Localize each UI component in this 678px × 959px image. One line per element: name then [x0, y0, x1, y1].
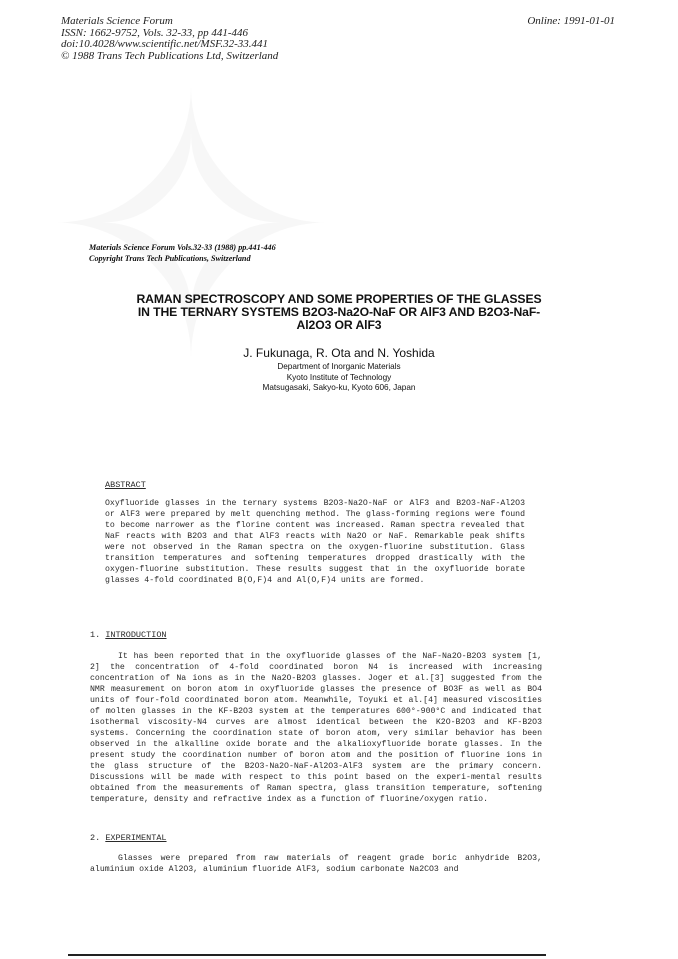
- authors: J. Fukunaga, R. Ota and N. Yoshida: [243, 346, 435, 360]
- affiliation-department: Department of Inorganic Materials: [277, 362, 401, 371]
- section-2-number: 2.: [90, 833, 101, 843]
- citation-header: [61, 16, 278, 62]
- affiliation-institute: Kyoto Institute of Technology: [286, 372, 392, 382]
- section-2-text: Glasses were prepared from raw materials of reagent grade boric anhydride B2O3, aluminium oxide Al2O3, aluminium fluoride AlF3, sodium carbonate Na2CO3 and: [90, 854, 542, 874]
- doi-link[interactable]: doi:10.4028/www.scientific.net/MSF.32-33.441: [61, 38, 269, 50]
- section-1-heading: [90, 630, 167, 640]
- abstract-text: Oxyfluoride glasses in the ternary systems B2O3-Na2O-NaF or AlF3 and B2O3-NaF-Al2O3 or AlF3 were prepared by melt quenching method. The glass-forming regions were found to become narrower as the florine content was increased. Raman spectra revealed that NaF reacts with B2O3 and that AlF3 reacts with Na2O or NaF. Remarkable peak shifts were not observed in the Raman spectra on the oxygen-fluorine substitution. Glass transition temperatures and softening temperatures dropped drastically with the oxygen-fluorine substitution. These results suggest that in the oxyfluoride borate glasses 4-fold coordinated B(O,F)4 and Al(O,F)4 units are formed.: [105, 499, 525, 585]
- section-1-number: 1.: [90, 630, 101, 640]
- abstract-heading: ABSTRACT: [105, 480, 146, 490]
- section-1-title: INTRODUCTION: [105, 630, 167, 640]
- title-line-2: IN THE TERNARY SYSTEMS B2O3-Na2O-NaF OR AlF3 AND B2O3-NaF-: [137, 305, 541, 319]
- publication-info: [89, 242, 276, 264]
- issn-line: ISSN: 1662-9752, Vols. 32-33, pp 441-446: [61, 26, 248, 39]
- section-2-title: EXPERIMENTAL: [105, 833, 167, 843]
- publication-volume: Materials Science Forum Vols.32-33 (1988) pp.441-446: [89, 243, 276, 252]
- title-line-1: RAMAN SPECTROSCOPY AND SOME PROPERTIES OF THE GLASSES: [136, 292, 542, 306]
- copyright-line: © 1988 Trans Tech Publications Ltd, Switzerland: [61, 49, 279, 62]
- paper-title: [60, 293, 618, 332]
- online-date: Online: 1991-01-01: [527, 15, 615, 27]
- section-1-text: It has been reported that in the oxyfluoride glasses of the NaF-Na2O-B2O3 system [1, 2] the concentration of 4-fold coordinated boron N4 is increased with increasing concentration of Na ions as in the Na2O-B2O3 glasses. Joger et al.[3] suggested from the NMR measurement on boron atom in oxyfluoride glasses the presence of BO3F as well as BO4 units of four-fold coordinated boron atom. Meanwhile, Toyuki et al.[4] measured viscosities of molten glasses in the KF-B2O3 system at the temperatures 600°-900°C and indicated that isothermal viscosity-N4 curves are almost identical between the K2O-B2O3 and KF-B2O3 systems. Concerning the coordination state of boron atom, very similar behavior has been observed in the alkalline oxide borate and the alkalioxyfluoride borate glasses. In the present study the coordination number of boron atom and the position of fluorine ions in the glass structure of the B2O3-Na2O-NaF-Al2O3-AlF3 system are the primary concern. Discussions will be made with respect to this point based on the experi-mental results obtained from the measurements of Raman spectra, glass transition temperature, softening temperature, density and refractive index as a function of fluorine/oxygen ratio.: [90, 652, 542, 804]
- title-line-3: Al2O3 OR AlF3: [296, 318, 382, 332]
- affiliation: [60, 362, 618, 394]
- journal-name: Materials Science Forum: [61, 15, 173, 27]
- section-2-heading: [90, 833, 167, 843]
- publication-copyright: Copyright Trans Tech Publications, Switzerland: [89, 254, 251, 263]
- affiliation-address: Matsugasaki, Sakyo-ku, Kyoto 606, Japan: [262, 383, 416, 392]
- footer-rule: [68, 954, 546, 956]
